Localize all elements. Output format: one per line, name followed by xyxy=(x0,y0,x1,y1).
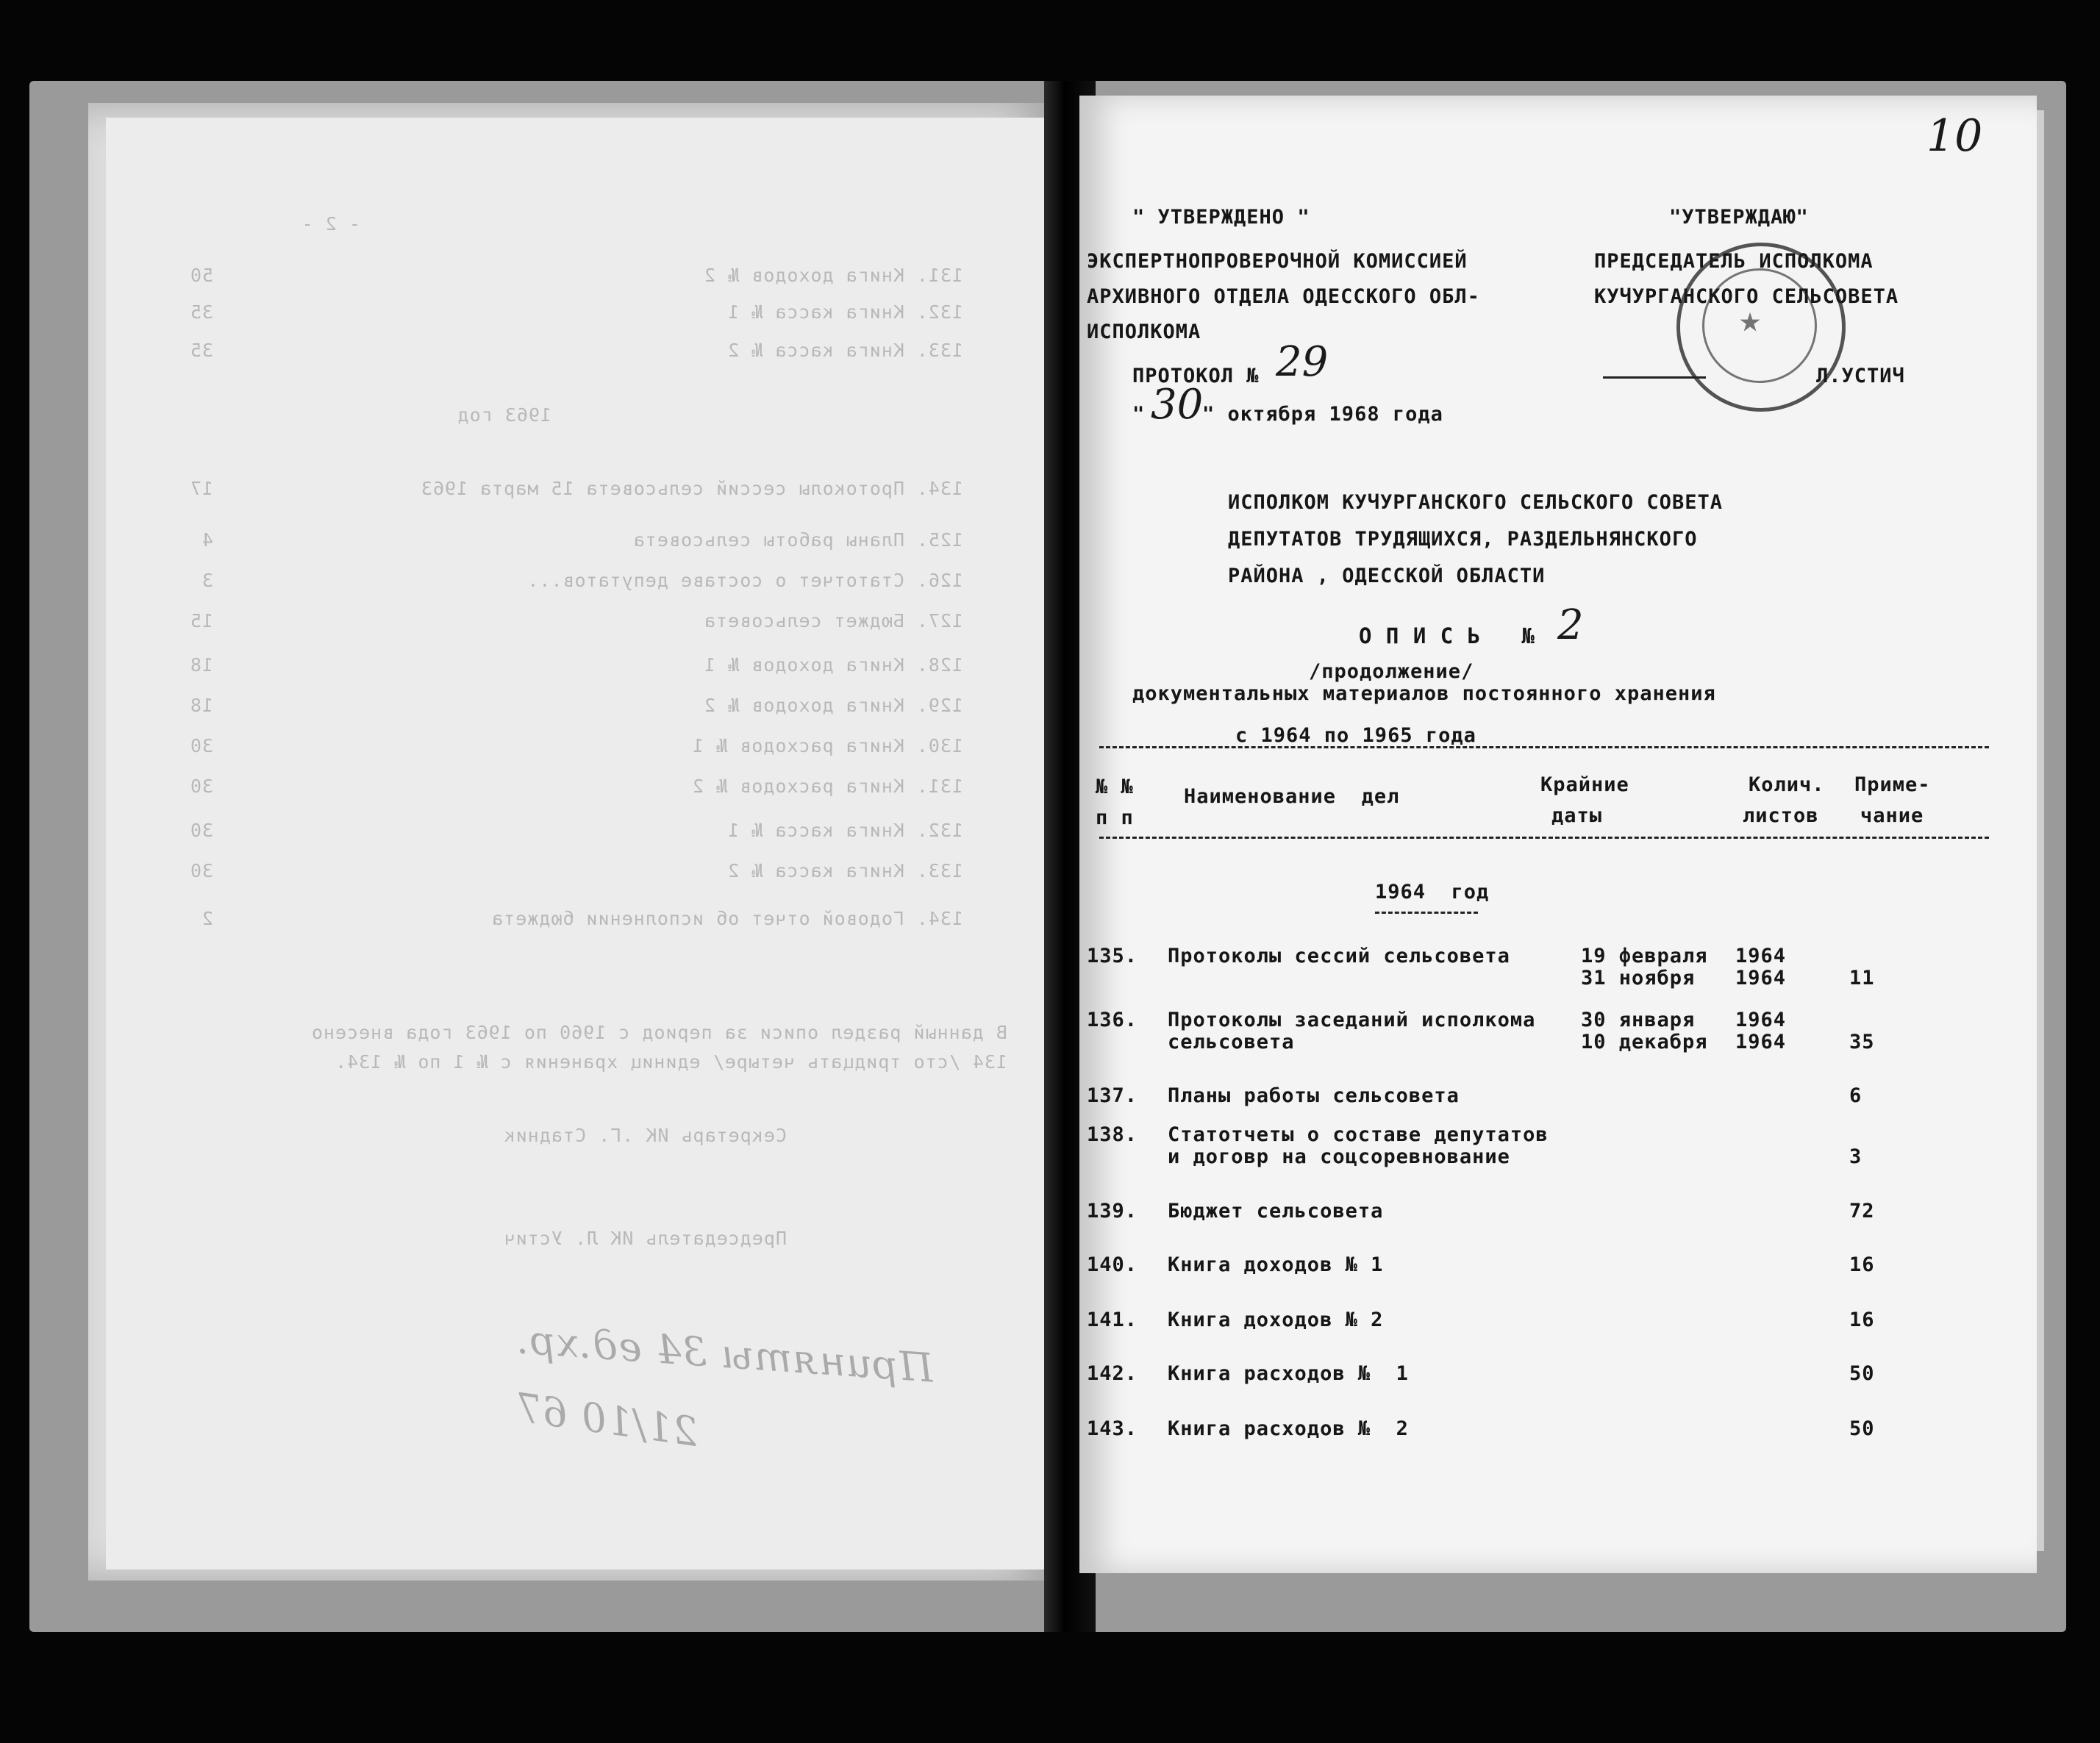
inventory-period: с 1964 по 1965 года xyxy=(1235,724,1476,747)
ghost-handwriting-1: Приняты 34 ед.хр. xyxy=(514,1316,935,1392)
table-header-rule xyxy=(1099,837,1989,839)
ghost-row-num: 134. xyxy=(915,478,963,499)
row-sheet-count: 6 xyxy=(1849,1084,1863,1107)
row-number: 138. xyxy=(1087,1123,1138,1146)
ghost-row-cnt: 18 xyxy=(189,695,213,716)
ghost-row-cnt: 35 xyxy=(189,340,213,361)
row-sheet-count: 16 xyxy=(1849,1253,1875,1276)
header-name: Наименование дел xyxy=(1184,785,1400,808)
row-date: 31 ноября xyxy=(1581,967,1696,989)
approved-label: " УТВЕРЖДЕНО " xyxy=(1132,206,1310,229)
ghost-row-cnt: 15 xyxy=(189,610,213,631)
approved-line-3: ИСПОЛКОМА xyxy=(1087,321,1201,343)
table-top-rule xyxy=(1099,746,1989,748)
ghost-row-cnt: 4 xyxy=(201,529,213,551)
inventory-number: 2 xyxy=(1557,601,1584,649)
row-number: 136. xyxy=(1087,1009,1138,1031)
org-line-1: ИСПОЛКОМ КУЧУРГАНСКОГО СЕЛЬСКОГО СОВЕТА xyxy=(1228,491,1723,514)
row-title: Книга расходов № 2 xyxy=(1168,1417,1409,1440)
row-number: 142. xyxy=(1087,1362,1138,1385)
signature-name: Л.УСТИЧ xyxy=(1816,365,1905,387)
ghost-row xyxy=(140,570,1007,599)
row-title: Книга доходов № 1 xyxy=(1168,1253,1384,1276)
ghost-row-cnt: 3 xyxy=(201,570,213,591)
row-date: 10 декабря xyxy=(1581,1031,1708,1053)
row-sheet-count: 35 xyxy=(1849,1031,1875,1053)
row-number: 141. xyxy=(1087,1309,1138,1331)
ghost-row-num: 132. xyxy=(915,301,963,323)
ghost-footer-2: 134 /сто тридцать четыре/ единиц хранения с № 1 по № 134. xyxy=(335,1051,1007,1073)
ghost-row-num: 126. xyxy=(915,570,963,591)
year-heading: 1964 год xyxy=(1375,881,1490,903)
ghost-row-num: 133. xyxy=(915,860,963,881)
approved-line-2: АРХИВНОГО ОТДЕЛА ОДЕССКОГО ОБЛ- xyxy=(1087,285,1480,308)
row-year: 1964 xyxy=(1735,967,1787,989)
ghost-row-txt: Бюджет сельсовета xyxy=(704,610,904,631)
year-underline xyxy=(1375,912,1478,914)
ghost-row-txt: Статотчет о составе депутатов... xyxy=(526,570,904,591)
date-day: 30 xyxy=(1151,381,1204,429)
ghost-row xyxy=(140,265,1007,294)
row-title: Планы работы сельсовета xyxy=(1168,1084,1460,1107)
ghost-row xyxy=(140,695,1007,724)
approve-line-2: КУЧУРГАНСКОГО СЕЛЬСОВЕТА xyxy=(1594,285,1899,308)
row-title: Бюджет сельсовета xyxy=(1168,1200,1384,1223)
row-sheet-count: 3 xyxy=(1849,1145,1863,1168)
ghost-row-num: 131. xyxy=(915,776,963,797)
right-page xyxy=(1079,96,2037,1573)
ghost-row-txt: Годовой отчет об исполнении бюджета xyxy=(491,908,904,929)
header-note-2: чание xyxy=(1860,804,1924,827)
ghost-row-num: 130. xyxy=(915,735,963,756)
ghost-row-num: 133. xyxy=(915,340,963,361)
row-title: Протоколы заседаний исполкома xyxy=(1168,1009,1536,1031)
row-year: 1964 xyxy=(1735,945,1787,967)
row-title: сельсовета xyxy=(1168,1031,1295,1053)
ghost-row xyxy=(140,610,1007,640)
ghost-handwriting-2: 21/10 67 xyxy=(512,1384,701,1456)
row-number: 139. xyxy=(1087,1200,1138,1223)
org-line-3: РАЙОНА , ОДЕССКОЙ ОБЛАСТИ xyxy=(1228,565,1546,587)
ghost-row-cnt: 35 xyxy=(189,301,213,323)
row-date: 19 февраля xyxy=(1581,945,1708,967)
approve-line-1: ПРЕДСЕДАТЕЛЬ ИСПОЛКОМА xyxy=(1594,250,1874,273)
header-dates-2: даты xyxy=(1551,804,1603,827)
ghost-row xyxy=(140,860,1007,890)
row-number: 140. xyxy=(1087,1253,1138,1276)
protocol-label: ПРОТОКОЛ № xyxy=(1132,365,1260,387)
row-number: 137. xyxy=(1087,1084,1138,1107)
row-sheet-count: 16 xyxy=(1849,1309,1875,1331)
row-title: Книга доходов № 2 xyxy=(1168,1309,1384,1331)
ghost-row-txt: 1963 год xyxy=(457,404,551,426)
row-sheet-count: 50 xyxy=(1849,1362,1875,1385)
ghost-page-mark: - 2 - xyxy=(301,213,360,235)
ghost-row-num: 129. xyxy=(915,695,963,716)
inventory-continuation: /продолжение/ xyxy=(1309,660,1474,683)
row-number: 135. xyxy=(1087,945,1138,967)
ghost-row-cnt: 50 xyxy=(189,265,213,286)
inventory-title: О П И С Ь № xyxy=(1359,623,1535,648)
ghost-row-cnt: 30 xyxy=(189,735,213,756)
ghost-row xyxy=(140,404,1007,434)
ghost-row-cnt: 30 xyxy=(189,820,213,841)
ghost-row xyxy=(140,908,1007,937)
header-sheets-1: Колич. xyxy=(1749,773,1825,796)
ghost-row-num: 127. xyxy=(915,610,963,631)
ghost-row-num: 125. xyxy=(915,529,963,551)
ghost-footer-1: В данный раздел описи за период с 1960 по 1963 года внесено xyxy=(310,1022,1007,1043)
ghost-row-txt: Книга доходов № 1 xyxy=(704,654,904,676)
page-number: 10 xyxy=(1926,110,1983,162)
header-num-2: п п xyxy=(1096,806,1134,829)
date-quote-open: " xyxy=(1132,403,1146,426)
ghost-row-cnt: 30 xyxy=(189,860,213,881)
row-date: 30 января xyxy=(1581,1009,1696,1031)
ghost-row-cnt: 18 xyxy=(189,654,213,676)
ghost-row-num: 131. xyxy=(915,265,963,286)
ghost-row xyxy=(140,776,1007,805)
ghost-head: Председатель ИК Л. Устич xyxy=(503,1228,787,1249)
ghost-row-cnt: 30 xyxy=(189,776,213,797)
ghost-row-txt: Книга касса № 2 xyxy=(727,860,904,881)
row-title: Книга расходов № 1 xyxy=(1168,1362,1409,1385)
row-title: и договр на соцсоревнование xyxy=(1168,1145,1510,1168)
official-seal-icon: ★ xyxy=(1676,243,1846,412)
header-dates-1: Крайние xyxy=(1540,773,1629,796)
ghost-row-txt: Книга касса № 1 xyxy=(727,301,904,323)
header-num-1: № № xyxy=(1096,776,1134,798)
ghost-row-cnt: 17 xyxy=(189,478,213,499)
ghost-row xyxy=(140,820,1007,849)
ghost-row xyxy=(140,654,1007,684)
ghost-row-txt: Книга доходов № 2 xyxy=(704,265,904,286)
date-rest: " октября 1968 года xyxy=(1202,403,1443,426)
ghost-row-txt: Книга касса № 1 xyxy=(727,820,904,841)
row-year: 1964 xyxy=(1735,1009,1787,1031)
ghost-row-num: 128. xyxy=(915,654,963,676)
ghost-row-txt: Книга расходов № 2 xyxy=(692,776,904,797)
row-sheet-count: 50 xyxy=(1849,1417,1875,1440)
header-sheets-2: листов xyxy=(1743,804,1819,827)
ghost-row xyxy=(140,301,1007,331)
ghost-row xyxy=(140,735,1007,765)
ghost-secretary: Секретарь ИК .Г. Стадник xyxy=(503,1125,787,1146)
inventory-subtitle: документальных материалов постоянного хранения xyxy=(1132,682,1716,705)
row-number: 143. xyxy=(1087,1417,1138,1440)
ghost-row-txt: Книга касса № 2 xyxy=(727,340,904,361)
row-title: Статотчеты о составе депутатов xyxy=(1168,1123,1549,1146)
ghost-row xyxy=(140,529,1007,559)
row-year: 1964 xyxy=(1735,1031,1787,1053)
row-title: Протоколы сессий сельсовета xyxy=(1168,945,1510,967)
left-page-bleedthrough xyxy=(140,184,1007,1456)
approved-line-1: ЭКСПЕРТНОПРОВЕРОЧНОЙ КОМИССИЕЙ xyxy=(1087,250,1468,273)
header-note-1: Приме- xyxy=(1854,773,1931,796)
ghost-row-num: 134. xyxy=(915,908,963,929)
approve-label: "УТВЕРЖДАЮ" xyxy=(1669,206,1809,229)
ghost-row xyxy=(140,340,1007,369)
ghost-row-txt: Протоколы сессий сельсовета 15 марта 1963 xyxy=(420,478,904,499)
ghost-row-txt: Книга расходов № 1 xyxy=(692,735,904,756)
ghost-row-txt: Книга доходов № 2 xyxy=(704,695,904,716)
signature-line xyxy=(1603,376,1706,379)
protocol-number: 29 xyxy=(1276,338,1329,386)
row-sheet-count: 11 xyxy=(1849,967,1875,989)
org-line-2: ДЕПУТАТОВ ТРУДЯЩИХСЯ, РАЗДЕЛЬНЯНСКОГО xyxy=(1228,528,1698,551)
row-sheet-count: 72 xyxy=(1849,1200,1875,1223)
ghost-row xyxy=(140,478,1007,507)
ghost-row-num: 132. xyxy=(915,820,963,841)
ghost-row-txt: Планы работы сельсовета xyxy=(632,529,904,551)
ghost-row-cnt: 2 xyxy=(201,908,213,929)
